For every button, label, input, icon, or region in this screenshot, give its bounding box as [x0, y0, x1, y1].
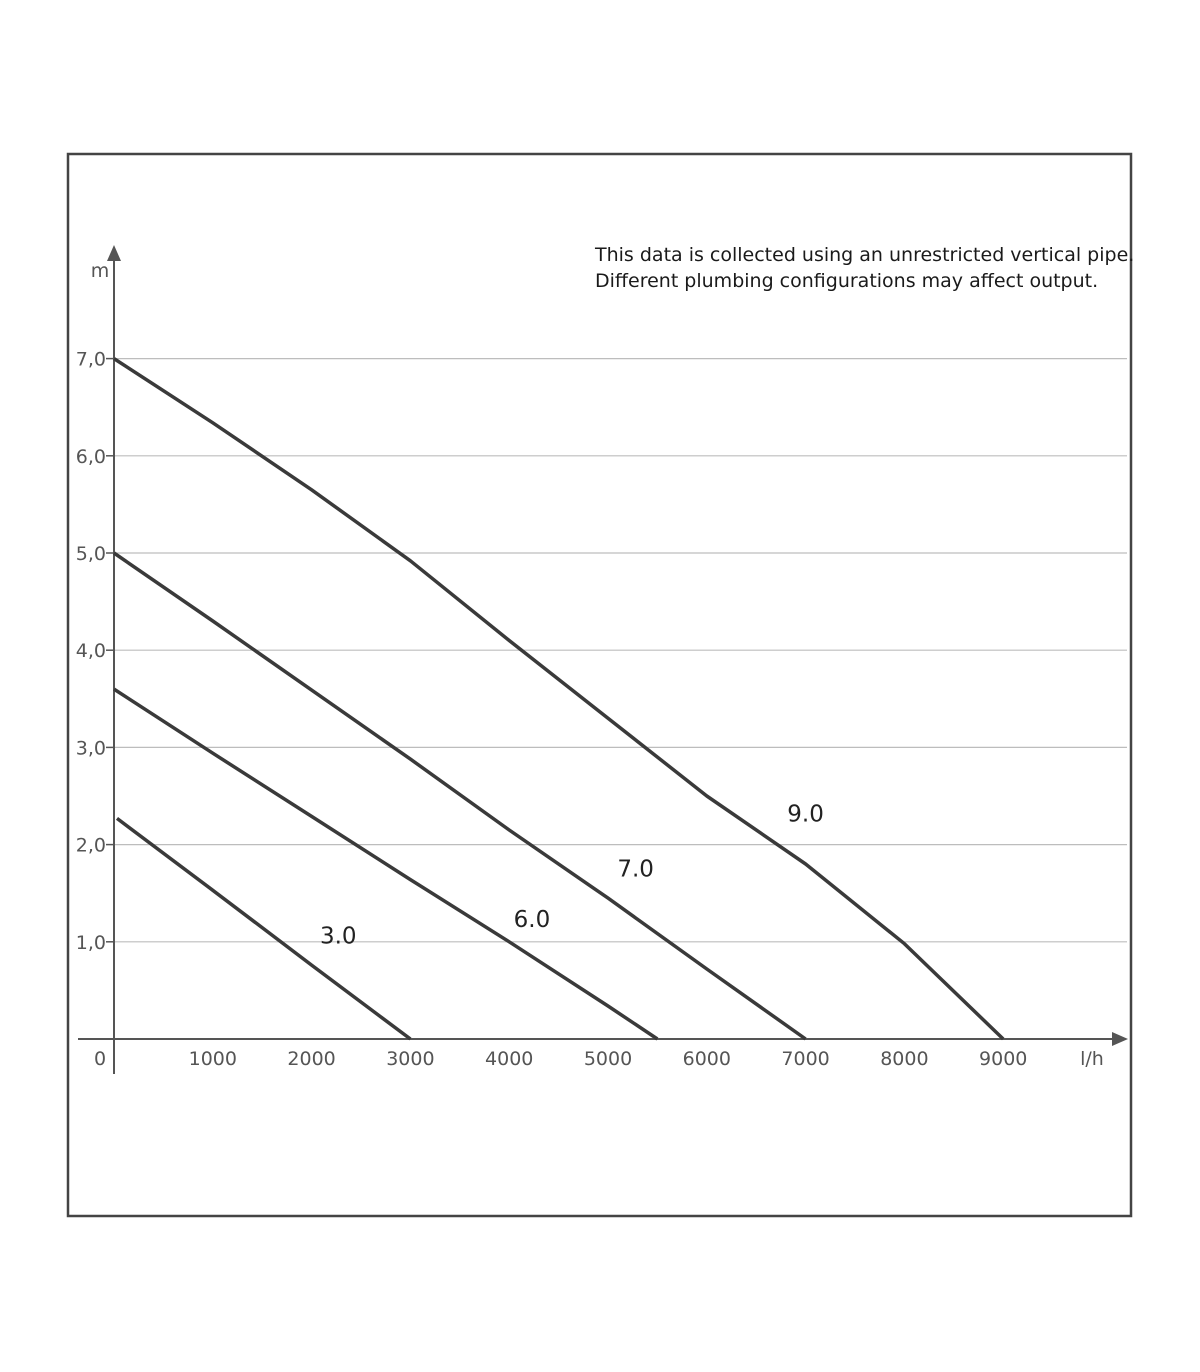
x-tick-label: 8000: [880, 1048, 929, 1070]
y-tick-label: 6,0: [75, 445, 106, 468]
series-label: 6.0: [513, 907, 551, 934]
y-axis-label: m: [90, 260, 110, 282]
x-tick-label: 3000: [386, 1048, 435, 1070]
note-line-1: This data is collected using an unrestricted vertical pipe.: [595, 244, 1135, 266]
x-tick-label: 6000: [682, 1048, 731, 1070]
x-tick-label: 1000: [188, 1048, 237, 1070]
series-label: 7.0: [617, 856, 654, 883]
note-line-2: Different plumbing configurations may affect output.: [595, 270, 1099, 292]
y-tick-label: 7,0: [75, 348, 106, 371]
x-tick-label: 7000: [781, 1048, 830, 1070]
x-tick-label: 2000: [287, 1048, 336, 1070]
x-axis-label: l/h: [1080, 1048, 1104, 1070]
origin-label: 0: [93, 1048, 107, 1070]
y-tick-label: 3,0: [75, 737, 106, 760]
y-tick-label: 2,0: [75, 834, 106, 857]
y-tick-label: 1,0: [75, 931, 106, 954]
x-tick-label: 9000: [979, 1048, 1028, 1070]
series-label: 3.0: [319, 923, 357, 950]
x-tick-label: 4000: [485, 1048, 534, 1070]
x-tick-label: 5000: [583, 1048, 633, 1070]
y-tick-label: 4,0: [75, 640, 106, 663]
y-tick-label: 5,0: [75, 543, 106, 565]
series-label: 9.0: [787, 801, 824, 828]
